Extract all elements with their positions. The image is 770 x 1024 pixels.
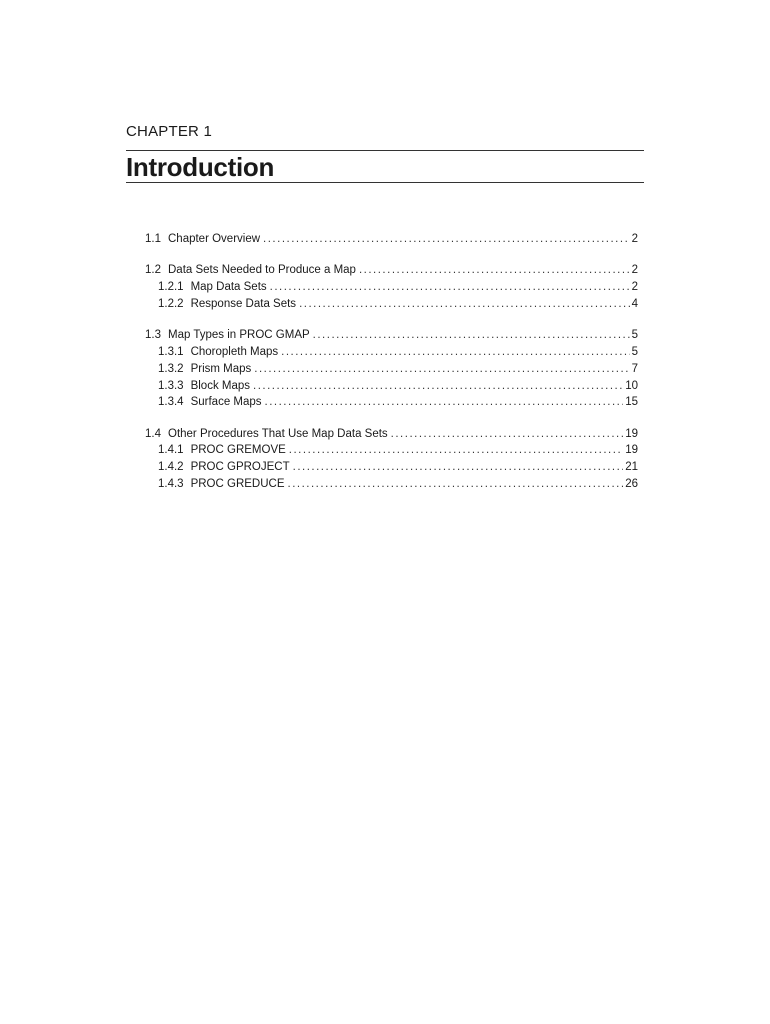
toc-subsection-entry	[145, 279, 638, 296]
toc-section-entry	[145, 262, 638, 279]
toc-page-number: 15	[625, 396, 638, 409]
toc-entry-number: 1.3.2	[158, 362, 184, 375]
toc-dot-leader	[359, 262, 630, 279]
toc-page-number: 21	[625, 461, 638, 474]
toc-subsection-entry	[145, 442, 638, 459]
toc-entry-number: 1.2.1	[158, 281, 184, 294]
toc-entry-title: PROC GREDUCE	[190, 478, 285, 491]
toc-entry-title: Choropleth Maps	[190, 345, 279, 358]
toc-dot-leader	[265, 394, 624, 411]
toc-page-number: 2	[631, 281, 638, 294]
table-of-contents	[145, 231, 638, 507]
toc-entry-number: 1.4	[145, 427, 161, 440]
toc-subsection-entry	[145, 361, 638, 378]
toc-page-number: 2	[631, 233, 638, 245]
toc-subsection-entry	[145, 344, 638, 361]
toc-entry-number: 1.4.1	[158, 444, 184, 457]
toc-section-entry	[145, 327, 638, 344]
toc-page-number: 26	[625, 478, 638, 491]
toc-dot-leader	[263, 231, 630, 248]
toc-section-group	[145, 327, 638, 411]
toc-entry-number: 1.4.3	[158, 478, 184, 491]
toc-subsection-entry	[145, 378, 638, 395]
toc-entry-title: Other Procedures That Use Map Data Sets	[168, 427, 388, 440]
toc-entry-number: 1.4.2	[158, 461, 184, 474]
toc-page-number: 5	[631, 329, 638, 342]
toc-dot-leader	[270, 279, 630, 296]
chapter-label: CHAPTER 1	[126, 123, 212, 140]
toc-page-number: 19	[625, 427, 638, 440]
toc-section-entry	[145, 426, 638, 443]
toc-subsection-entry	[145, 296, 638, 313]
toc-page-number: 19	[625, 444, 638, 457]
chapter-title: Introduction	[126, 152, 275, 182]
toc-page-number: 4	[631, 297, 638, 310]
toc-dot-leader	[289, 442, 623, 459]
toc-entry-title: Chapter Overview	[168, 233, 261, 245]
toc-entry-number: 1.3.4	[158, 396, 184, 409]
toc-dot-leader	[288, 476, 624, 493]
title-rule-bottom	[126, 182, 644, 183]
toc-entry-title: Prism Maps	[190, 362, 252, 375]
toc-subsection-entry	[145, 476, 638, 493]
toc-page-number: 7	[631, 362, 638, 375]
toc-entry-number: 1.1	[145, 233, 161, 245]
toc-page-number: 5	[631, 345, 638, 358]
toc-entry-number: 1.3	[145, 329, 161, 342]
toc-section-group	[145, 231, 638, 248]
toc-page-number: 10	[625, 379, 638, 392]
toc-dot-leader	[313, 327, 630, 344]
toc-entry-title: Surface Maps	[190, 396, 262, 409]
toc-entry-number: 1.2	[145, 264, 161, 277]
toc-entry-title: Data Sets Needed to Produce a Map	[168, 264, 356, 277]
toc-dot-leader	[293, 459, 624, 476]
toc-section-group	[145, 426, 638, 493]
toc-entry-title: PROC GREMOVE	[190, 444, 286, 457]
toc-dot-leader	[391, 426, 624, 443]
toc-subsection-entry	[145, 459, 638, 476]
toc-entry-number: 1.2.2	[158, 297, 184, 310]
toc-entry-title: Map Types in PROC GMAP	[168, 329, 310, 342]
toc-subsection-entry	[145, 394, 638, 411]
toc-entry-number: 1.3.1	[158, 345, 184, 358]
toc-entry-title: Map Data Sets	[190, 281, 267, 294]
toc-section-group	[145, 262, 638, 312]
toc-dot-leader	[253, 378, 623, 395]
toc-dot-leader	[254, 361, 629, 378]
toc-dot-leader	[299, 296, 630, 313]
toc-section-entry	[145, 231, 638, 248]
toc-entry-title: Block Maps	[190, 379, 251, 392]
toc-dot-leader	[281, 344, 629, 361]
toc-page-number: 2	[631, 264, 638, 277]
toc-entry-title: PROC GPROJECT	[190, 461, 290, 474]
toc-entry-title: Response Data Sets	[190, 297, 297, 310]
toc-entry-number: 1.3.3	[158, 379, 184, 392]
